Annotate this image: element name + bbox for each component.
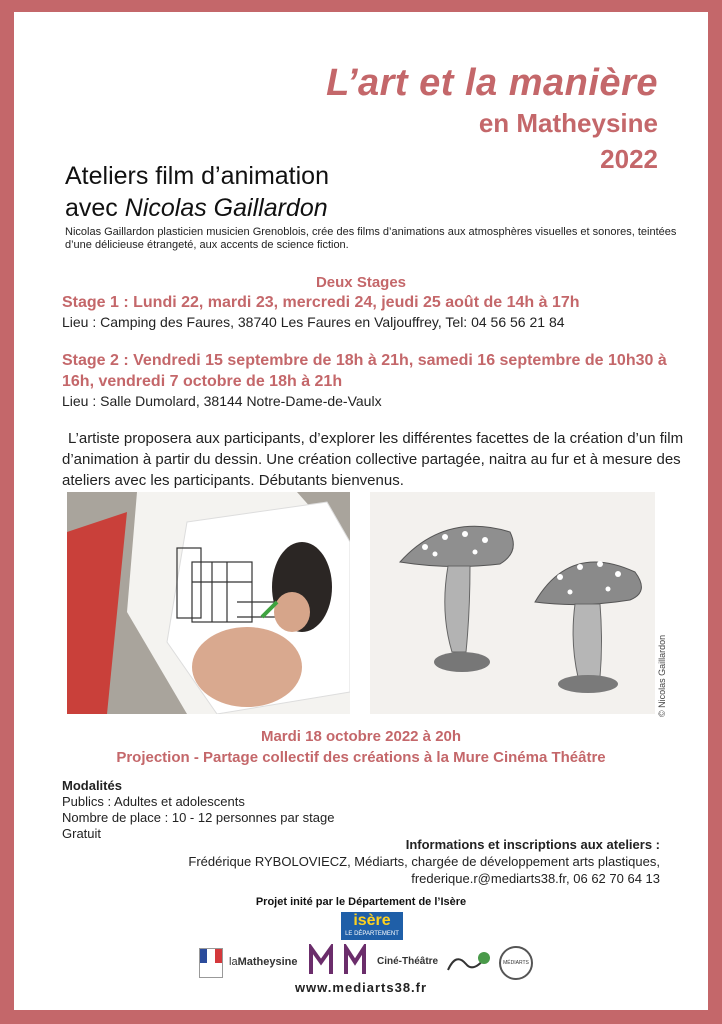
matheysine-logo-la: la (229, 956, 238, 968)
cine-theatre-logo: Ciné-Théâtre (377, 956, 439, 967)
m-letter-icon (309, 944, 333, 978)
modalites (62, 778, 334, 842)
drawing-photo-illustration (67, 492, 350, 714)
matheysine-logo (229, 956, 297, 968)
stage2-title: Stage 2 : Vendredi 15 septembre de 18h à 21h, samedi 16 septembre de 10h30 à 16h, vendredi 7 octobre de 18h à 21h (62, 352, 667, 390)
info-heading: Informations et inscriptions aux ateliers : (405, 837, 660, 852)
poster (14, 12, 708, 1010)
stage1-title: Stage 1 : Lundi 22, mardi 23, mercredi 24, jeudi 25 août de 14h à 17h (62, 294, 580, 311)
stage2-block (62, 350, 692, 411)
info-block (188, 836, 660, 887)
stage1-location: Lieu : Camping des Faures, 38740 Les Faures en Valjouffrey, Tel: 04 56 56 21 84 (62, 314, 565, 330)
lamure-logo (344, 944, 366, 978)
poster-subtitle: en Matheysine (478, 108, 658, 138)
modalites-publics: Publics : Adultes et adolescents (62, 794, 245, 809)
poster-title: L’art et la manière (326, 62, 658, 104)
mediarts-logo: MÉDIARTS (499, 946, 533, 980)
projection-date: Mardi 18 octobre 2022 à 20h (260, 728, 462, 745)
stage2-location: Lieu : Salle Dumolard, 38144 Notre-Dame-de-Vaulx (62, 393, 382, 409)
matheysine-m-logo (309, 944, 333, 978)
m-letter-icon-2 (344, 944, 366, 978)
modalites-places: Nombre de place : 10 - 12 personnes par stage (62, 810, 335, 825)
isere-logo-sub: LE DÉPARTEMENT (341, 930, 403, 938)
projection-title: Projection - Partage collectif des créations à la Mure Cinéma Théâtre (116, 749, 606, 766)
republique-logo (199, 948, 223, 978)
isere-logo-text: isère (353, 912, 391, 929)
swirl-icon (444, 948, 492, 976)
mushroom-drawing-illustration (370, 492, 655, 714)
partner-logos (199, 942, 539, 984)
creative-logo (444, 948, 492, 976)
workshop-description: L’artiste proposera aux participants, d’explorer les différentes facettes de la création d’un film d’animation à partir du dessin. Une création collective partagée, naitra au fur et à mesure des ateliers avec les participants. Débutants bienvenus. (62, 430, 684, 489)
drawing-photo (67, 492, 350, 714)
photo-credit: © Nicolas Gaillardon (657, 634, 667, 717)
mushroom-drawing (370, 492, 655, 714)
stages-heading: Deux Stages (315, 274, 407, 291)
stage1-block (62, 292, 692, 332)
modalites-heading: Modalités (62, 778, 122, 793)
website-url[interactable]: www.mediarts38.fr (294, 980, 428, 995)
flag-icon (200, 949, 222, 963)
info-contact-line1: Frédérique RYBOLOVIECZ, Médiarts, chargée de développement arts plastiques, (188, 854, 660, 869)
isere-logo (341, 912, 403, 940)
info-contact-line2: frederique.r@mediarts38.fr, 06 62 70 64 13 (411, 871, 660, 886)
matheysine-logo-name: Matheysine (237, 956, 298, 968)
modalites-price: Gratuit (62, 826, 102, 841)
workshop-heading-prefix: avec (65, 194, 125, 222)
poster-year: 2022 (600, 144, 658, 174)
workshop-heading (65, 160, 329, 224)
workshop-heading-line1: Ateliers film d’animation (65, 162, 329, 190)
artist-name: Nicolas Gaillardon (124, 194, 328, 222)
project-credit: Projet inité par le Département de l’Isère (255, 896, 467, 908)
workshop-heading-line2 (65, 192, 329, 224)
artist-intro: Nicolas Gaillardon plasticien musicien Grenoblois, crée des films d’animations aux atmosphères visuelles et sonores, teintées d’une délicieuse étrangeté, aux accents de science fiction. (65, 226, 677, 251)
